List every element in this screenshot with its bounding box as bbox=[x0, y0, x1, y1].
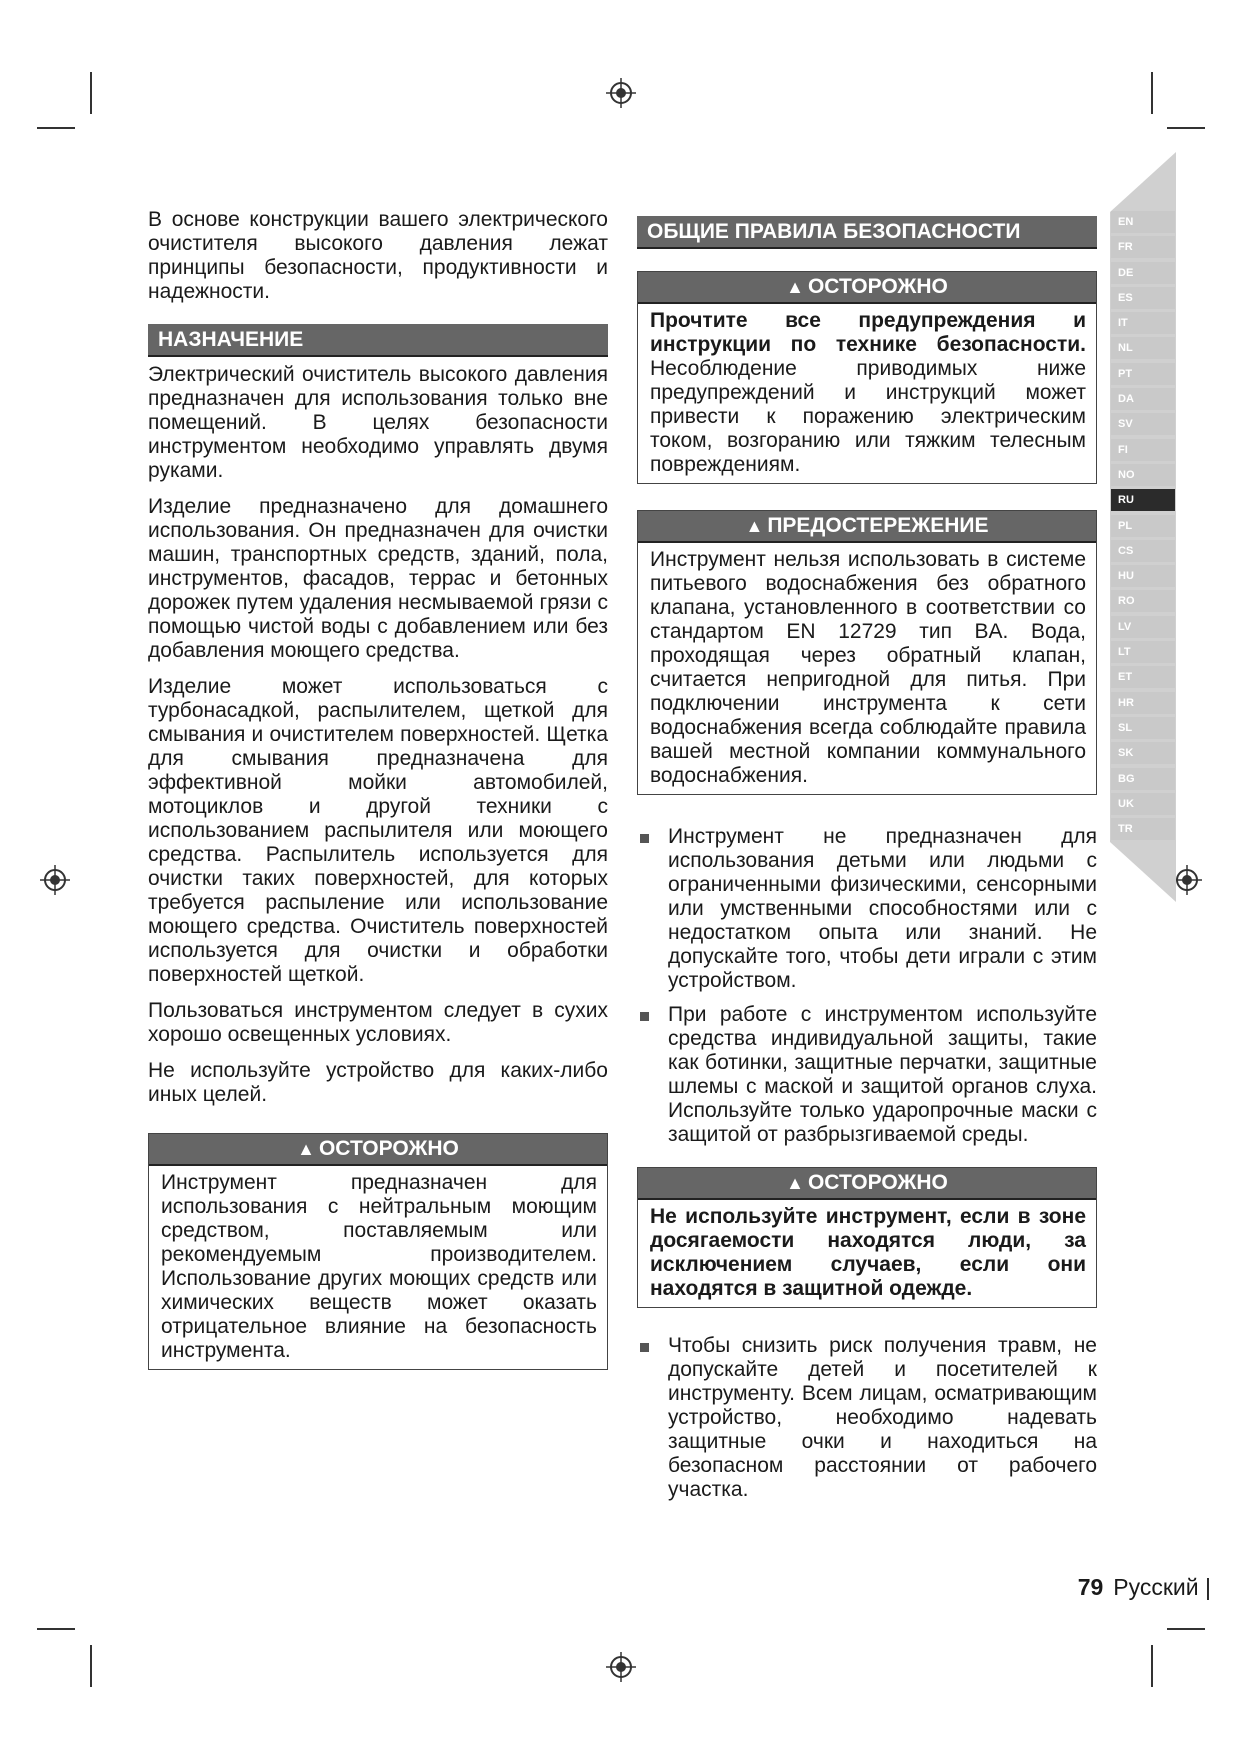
language-tab-fi: FI bbox=[1111, 439, 1175, 461]
crop-mark bbox=[90, 72, 92, 114]
list-item: Инструмент не предназначен для использования детьми или людьми с ограниченными физическими, сенсорными или умственными способностями или с недостатком опыта или знаний. Не допускайте того, чтобы дети играли с этим устройством. bbox=[637, 825, 1097, 993]
warning-bold-text: Не используйте инструмент, если в зоне досягаемости находятся люди, за исключением случаев, если они находятся в защитной одежде. bbox=[650, 1205, 1086, 1300]
safety-bullet-list bbox=[637, 1334, 1097, 1502]
purpose-paragraph: Пользоваться инструментом следует в сухих хорошо освещенных условиях. bbox=[148, 999, 608, 1046]
language-tab-lt: LT bbox=[1111, 641, 1175, 663]
warning-box-header bbox=[638, 1168, 1096, 1200]
crop-mark bbox=[1167, 127, 1205, 129]
intro-paragraph: В основе конструкции вашего электрического очистителя высокого давления лежат принципы безопасности, продуктивности и надежности. bbox=[148, 208, 608, 303]
warning-box-body bbox=[638, 304, 1096, 483]
purpose-paragraph: Изделие предназначено для домашнего использования. Он предназначен для очистки машин, транспортных средств, зданий, пола, инструментов, фасадов, террас и бетонных дорожек путем удаления несмываемой грязи с помощью чистой воды с добавлением или без добавления моющего средства. bbox=[148, 495, 608, 662]
language-tab-hu: HU bbox=[1111, 565, 1175, 587]
language-tab-it: IT bbox=[1111, 312, 1175, 334]
language-tab-tr: TR bbox=[1111, 818, 1175, 840]
language-tab-lv: LV bbox=[1111, 616, 1175, 638]
language-tab-en: EN bbox=[1111, 211, 1175, 233]
language-tab-hr: HR bbox=[1111, 692, 1175, 714]
warning-title: ОСТОРОЖНО bbox=[807, 275, 948, 298]
warning-triangle-icon: ▲ bbox=[786, 1173, 804, 1193]
caution-text: Инструмент нельзя использовать в системе питьевого водоснабжения без обратного клапана, установленного в соответствии со стандартом EN 12729 тип BA. Вода, проходящая через обратный клапан, считается непригодной для питья. При подключении инструмента к сети водоснабжения всегда соблюдайте правила вашей местной компании коммунального водоснабжения. bbox=[650, 548, 1086, 787]
crop-mark bbox=[90, 1645, 92, 1687]
crop-mark bbox=[1151, 72, 1153, 114]
purpose-heading: НАЗНАЧЕНИЕ bbox=[148, 324, 608, 357]
warning-box bbox=[637, 271, 1097, 484]
language-tab-cs: CS bbox=[1111, 540, 1175, 562]
warning-title: ОСТОРОЖНО bbox=[807, 1171, 948, 1194]
language-tab-nl: NL bbox=[1111, 337, 1175, 359]
list-item: При работе с инструментом используйте средства индивидуальной защиты, такие как ботинки, защитные перчатки, защитные шлемы с маской и защитой органов слуха. Используйте только ударопрочные маски с защитой от разбрызгиваемой среды. bbox=[637, 1003, 1097, 1147]
crop-mark bbox=[1167, 1628, 1205, 1630]
warning-bold-text: Прочтите все предупреждения и инструкции по технике безопасности. bbox=[650, 309, 1086, 356]
purpose-paragraph: Изделие может использоваться с турбонасадкой, распылителем, щеткой для смывания и очистителем поверхностей. Щетка для смывания предназначена для эффективной мойки автомобилей, мотоциклов и другой техники с использованием распылителя или моющего средства. Распылитель используется для очистки таких поверхностей, для которых требуется распыление или использование моющего средства. Очиститель поверхностей используется для очистки и обработки поверхностей щеткой. bbox=[148, 675, 608, 986]
registration-mark-icon bbox=[1172, 865, 1202, 895]
language-tab-pt: PT bbox=[1111, 363, 1175, 385]
safety-bullet-list bbox=[637, 825, 1097, 1147]
warning-text: Несоблюдение приводимых ниже предупреждений и инструкций может привести к поражению электрическим током, возгоранию или тяжким телесным повреждениям. bbox=[650, 357, 1086, 476]
language-tab-et: ET bbox=[1111, 666, 1175, 688]
warning-text: Инструмент предназначен для использования с нейтральным моющим средством, поставляемым или рекомендуемым производителем. Использование других моющих средств или химических веществ может оказать отрицательное влияние на безопасность инструмента. bbox=[161, 1171, 597, 1362]
language-tab-uk: UK bbox=[1111, 793, 1175, 815]
language-tab-de: DE bbox=[1111, 262, 1175, 284]
language-tab-fr: FR bbox=[1111, 236, 1175, 258]
registration-mark-icon bbox=[606, 78, 636, 108]
warning-box-header bbox=[149, 1134, 607, 1166]
caution-title: ПРЕДОСТЕРЕЖЕНИЕ bbox=[767, 514, 989, 537]
page-footer bbox=[1078, 1574, 1211, 1601]
language-tab-list bbox=[1111, 211, 1175, 843]
caution-box bbox=[637, 510, 1097, 795]
language-tab-da: DA bbox=[1111, 388, 1175, 410]
purpose-paragraph: Электрический очиститель высокого давления предназначен для использования только вне помещений. В целях безопасности инструментом необходимо управлять двумя руками. bbox=[148, 363, 608, 482]
right-column bbox=[637, 216, 1097, 1512]
page-number: 79 bbox=[1077, 1574, 1104, 1600]
warning-triangle-icon: ▲ bbox=[297, 1139, 315, 1159]
left-column bbox=[148, 208, 608, 1396]
crop-mark bbox=[37, 127, 75, 129]
language-tab-bg: BG bbox=[1111, 768, 1175, 790]
warning-box bbox=[637, 1167, 1097, 1308]
registration-mark-icon bbox=[40, 865, 70, 895]
warning-triangle-icon: ▲ bbox=[786, 277, 804, 297]
list-item: Чтобы снизить риск получения травм, не допускайте детей и посетителей к инструменту. Всем лицам, осматривающим устройство, необходимо надевать защитные очки и находиться на безопасном расстоянии от рабочего участка. bbox=[637, 1334, 1097, 1502]
language-tab-sl: SL bbox=[1111, 717, 1175, 739]
registration-mark-icon bbox=[606, 1652, 636, 1682]
crop-mark bbox=[37, 1628, 75, 1630]
language-tab-ro: RO bbox=[1111, 590, 1175, 612]
language-tab-es: ES bbox=[1111, 287, 1175, 309]
language-tab-no: NO bbox=[1111, 464, 1175, 486]
safety-rules-heading: ОБЩИЕ ПРАВИЛА БЕЗОПАСНОСТИ bbox=[637, 216, 1097, 249]
caution-box-header bbox=[638, 511, 1096, 543]
warning-box-body bbox=[638, 1200, 1096, 1307]
purpose-paragraph: Не используйте устройство для каких-либо иных целей. bbox=[148, 1059, 608, 1106]
warning-box-header bbox=[638, 272, 1096, 304]
footer-language: Русский | bbox=[1113, 1574, 1211, 1600]
language-tab-sv: SV bbox=[1111, 413, 1175, 435]
language-tab-ru: RU bbox=[1111, 489, 1175, 511]
warning-title: ОСТОРОЖНО bbox=[318, 1137, 459, 1160]
warning-triangle-icon: ▲ bbox=[745, 516, 764, 536]
language-tab-pl: PL bbox=[1111, 515, 1175, 537]
warning-box bbox=[148, 1133, 608, 1370]
crop-mark bbox=[1151, 1645, 1153, 1687]
language-tab-sk: SK bbox=[1111, 742, 1175, 764]
